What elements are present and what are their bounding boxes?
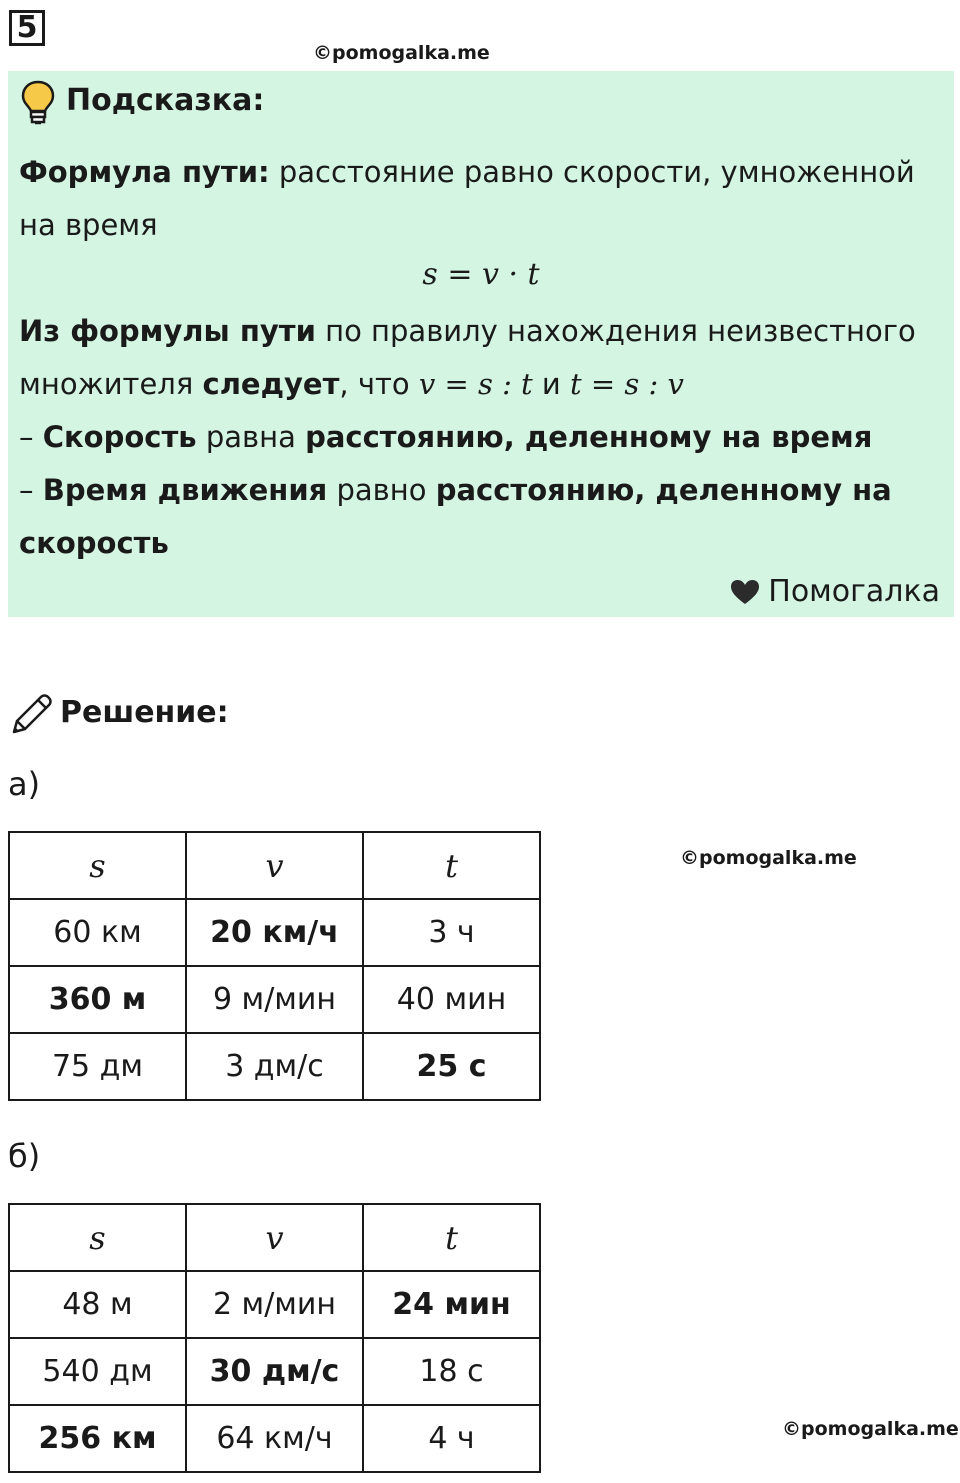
heart-icon <box>730 579 760 605</box>
table-row <box>9 1271 540 1338</box>
header-cell: v <box>186 832 363 899</box>
table-a <box>8 831 541 1101</box>
table-row <box>9 1033 540 1100</box>
hint-line-4-and: и <box>532 367 571 401</box>
header-cell: s <box>9 1204 186 1271</box>
table-header-row <box>9 832 540 899</box>
table-row <box>9 1405 540 1472</box>
table-b <box>8 1203 541 1473</box>
answer-cell: 360 м <box>9 966 186 1033</box>
answer-cell: 25 с <box>363 1033 540 1100</box>
table-cell: 60 км <box>9 899 186 966</box>
hint-line-4 <box>19 358 684 411</box>
hint-line-4-mid: , что <box>339 367 419 401</box>
hint-line-6 <box>19 464 892 517</box>
table-cell: 75 дм <box>9 1033 186 1100</box>
answer-cell: 24 мин <box>363 1271 540 1338</box>
hint-box <box>8 71 954 617</box>
time-formula: t = s : v <box>570 367 684 401</box>
solution-title: Решение: <box>60 695 229 730</box>
table-cell: 9 м/мин <box>186 966 363 1033</box>
table-cell: 540 дм <box>9 1338 186 1405</box>
watermark-middle: ©pomogalka.me <box>680 847 857 869</box>
header-cell: t <box>363 832 540 899</box>
table-cell: 3 ч <box>363 899 540 966</box>
hint-line-5-dash: – <box>19 420 43 454</box>
hint-line-5-bold-2: расстоянию, деленному на время <box>305 420 873 454</box>
header-cell: t <box>363 1204 540 1271</box>
table-cell: 4 ч <box>363 1405 540 1472</box>
hint-line-5-bold-1: Скорость <box>42 420 197 454</box>
task-number: 5 <box>9 10 45 46</box>
table-cell: 3 дм/с <box>186 1033 363 1100</box>
pencil-icon <box>8 692 54 738</box>
hint-line-3-text: по правилу нахождения неизвестного <box>315 314 916 348</box>
watermark-bottom: ©pomogalka.me <box>782 1418 959 1440</box>
hint-line-7 <box>19 517 169 570</box>
table-cell: 64 км/ч <box>186 1405 363 1472</box>
hint-line-5-mid: равна <box>196 420 306 454</box>
hint-line-3 <box>19 305 916 358</box>
table-header-row <box>9 1204 540 1271</box>
answer-cell: 30 дм/с <box>186 1338 363 1405</box>
header-cell: v <box>186 1204 363 1271</box>
hint-line-6-mid: равно <box>327 473 436 507</box>
table-cell: 48 м <box>9 1271 186 1338</box>
speed-formula: v = s : t <box>418 367 533 401</box>
hint-line-3-bold: Из формулы пути <box>19 314 316 348</box>
path-formula: s = v · t <box>422 257 540 292</box>
hint-line-6-dash: – <box>19 473 43 507</box>
hint-line-4-pre: множителя <box>19 367 203 401</box>
brand-name: Помогалка <box>768 574 940 609</box>
part-b-label: б) <box>8 1137 41 1175</box>
table-cell: 2 м/мин <box>186 1271 363 1338</box>
answer-cell: 256 км <box>9 1405 186 1472</box>
watermark-top: ©pomogalka.me <box>313 42 490 64</box>
hint-line-1-text: расстояние равно скорости, умноженной <box>269 155 915 189</box>
hint-line-1 <box>19 146 915 199</box>
hint-line-6-bold-1: Время движения <box>42 473 328 507</box>
table-cell: 18 с <box>363 1338 540 1405</box>
lightbulb-icon <box>20 80 56 126</box>
table-row <box>9 899 540 966</box>
part-a-label: а) <box>8 765 41 803</box>
hint-line-5 <box>19 411 872 464</box>
hint-title: Подсказка: <box>66 83 265 118</box>
hint-line-4-bold: следует <box>202 367 340 401</box>
brand-signature <box>730 574 940 609</box>
table-cell: 40 мин <box>363 966 540 1033</box>
answer-cell: 20 км/ч <box>186 899 363 966</box>
hint-line-7-bold: скорость <box>19 526 169 560</box>
hint-line-6-bold-2: расстоянию, деленному на <box>435 473 892 507</box>
table-row <box>9 1338 540 1405</box>
hint-line-2: на время <box>19 208 158 242</box>
hint-line-1-bold: Формула пути: <box>19 155 270 189</box>
header-cell: s <box>9 832 186 899</box>
table-row <box>9 966 540 1033</box>
